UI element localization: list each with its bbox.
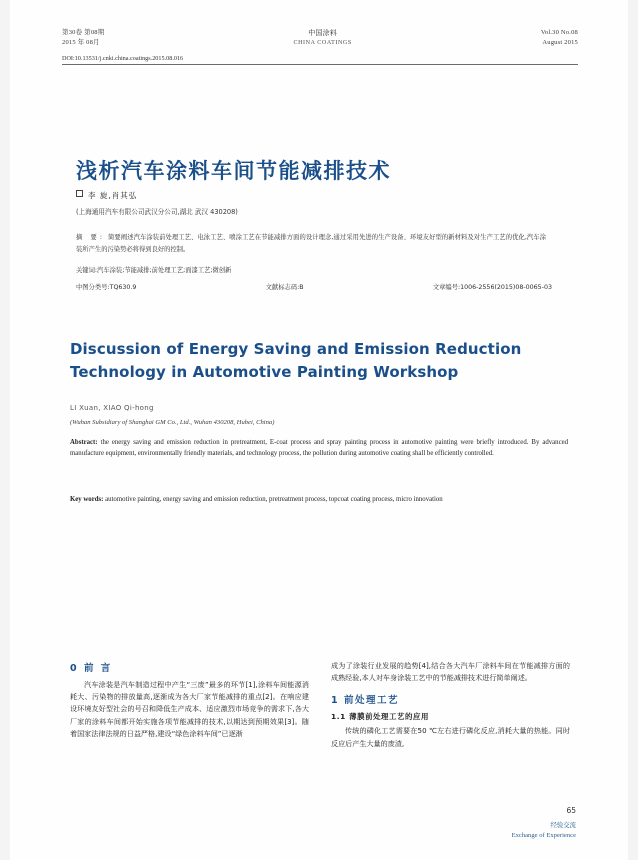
- page-title-cn: 浅析汽车涂料车间节能减排技术: [76, 159, 391, 183]
- running-head-center: [294, 28, 352, 49]
- keywords-en-label: Key words:: [70, 496, 104, 503]
- authors-cn-names: 李 旋,肖其弘: [88, 191, 138, 200]
- running-head-left: [62, 28, 104, 49]
- keywords-cn: [76, 265, 546, 274]
- footer-section-en: Exchange of Experience: [511, 832, 576, 839]
- subsection-heading-1-1: [331, 711, 570, 722]
- journal-title-en: CHINA COATINGS: [293, 40, 352, 47]
- header-rule: [62, 64, 578, 65]
- abstract-cn-text: 简要阐述汽车涂装前处理工艺、电泳工艺、喷涂工艺在节能减排方面的设计理念,通过采用先进的生产设备、环境友好型的新材料及对生产工艺的优化,汽车涂装所产生的污染势必将得到良好的控制。: [76, 234, 546, 253]
- subsection-title-1-1: 薄膜前处理工艺的应用: [349, 712, 430, 722]
- document-code: 文献标志码:B: [265, 284, 304, 291]
- journal-title-cn: 中国涂料: [308, 29, 338, 37]
- article-id: 文章编号:1006-2556(2015)08-0065-03: [432, 284, 552, 291]
- abstract-cn-label: 摘 要:: [76, 234, 105, 241]
- abstract-en-text: the energy saving and emission reduction in pretreatment, E-coat process and spray painting process in automotive painting were briefly introduced. By advanced manufacture equipment, environmentally friendly materials, and technology process, the pollution during automotive coating shall be efficiently controlled.: [70, 439, 568, 457]
- running-head: [62, 28, 578, 49]
- classification-row: [76, 282, 552, 291]
- page-number: 65: [566, 806, 576, 815]
- section-number-0: 0: [70, 663, 79, 674]
- abstract-en-label: Abstract:: [70, 439, 98, 446]
- page-title-en: [70, 338, 570, 385]
- volume-issue: 第30卷 第08期: [62, 29, 105, 36]
- running-head-right: [541, 28, 578, 49]
- paragraph-1-1: 传统的磷化工艺需要在50 ℃左右进行磷化反应,消耗大量的热能。同时反应后产生大量的废渣,: [331, 726, 570, 748]
- affiliation-en: (Wuhan Subsidiary of Shanghai GM Co., Ltd., Wuhan 430208, Hubei, China): [70, 419, 275, 426]
- paragraph-intro-continued: 成为了涂装行业发展的趋势[4],结合各大汽车厂涂料车间在节能减排方面的成熟经验,本人对车身涂装工艺中的节能减排技术进行简单阐述。: [331, 661, 570, 683]
- page-right-edge: [628, 0, 638, 860]
- keywords-en-text: automotive painting, energy saving and emission reduction, pretreatment process, topcoat coating process, micro innovation: [105, 496, 443, 503]
- abstract-en: [70, 437, 568, 459]
- body-column-left: [70, 660, 309, 750]
- page-title-en-line2: Technology in Automotive Painting Workshop: [70, 363, 459, 382]
- section-title-0: 前 言: [83, 663, 113, 674]
- authors-cn: [76, 190, 137, 201]
- clc-number: 中图分类号:TQ630.9: [76, 284, 137, 291]
- keywords-cn-text: 汽车涂装;节能减排;前处理工艺;面漆工艺;微创新: [97, 267, 232, 274]
- volume-issue-en: Vol.30 No.08: [540, 29, 578, 36]
- page-left-edge: [0, 0, 10, 860]
- section-title-1: 前处理工艺: [343, 695, 399, 707]
- keywords-en: [70, 494, 568, 505]
- keywords-cn-label: 关键词:: [76, 267, 98, 274]
- subsection-number-1-1: 1.1: [331, 712, 346, 722]
- section-heading-1: [331, 692, 570, 706]
- page-title-en-line1: Discussion of Energy Saving and Emission Reduction: [70, 340, 522, 358]
- affiliation-cn: (上海通用汽车有限公司武汉分公司,湖北 武汉 430208): [76, 208, 238, 216]
- body-column-right: [331, 660, 570, 750]
- bullet-square-icon: [76, 190, 83, 197]
- abstract-cn: [76, 232, 546, 255]
- issue-date-cn: 2015 年 08月: [62, 39, 100, 47]
- body-columns: [70, 660, 570, 750]
- section-number-1: 1: [331, 695, 340, 707]
- doi-line: DOI:10.13531/j.cnki.china.coatings.2015.08.016: [62, 55, 184, 62]
- footer-section-cn: 经验交流: [550, 821, 576, 829]
- issue-date-en: August 2015: [542, 39, 578, 47]
- authors-en: LI Xuan, XIAO Qi-hong: [70, 404, 154, 412]
- section-heading-0: [70, 660, 309, 674]
- paragraph-intro: 汽车涂装是汽车制造过程中产生“三废”最多的环节[1],涂料车间能源消耗大、污染物的排放量高,逐渐成为各大厂家节能减排的重点[2]。在响应建设环境友好型社会的号召和降低生产成本、适应激烈市场竞争的需求下,各大厂家的涂料车间都开始实施各项节能减排的技术,以期达到预期效果[3]。随着国家法律法规的日益严格,建设“绿色涂料车间”已逐渐: [70, 680, 309, 738]
